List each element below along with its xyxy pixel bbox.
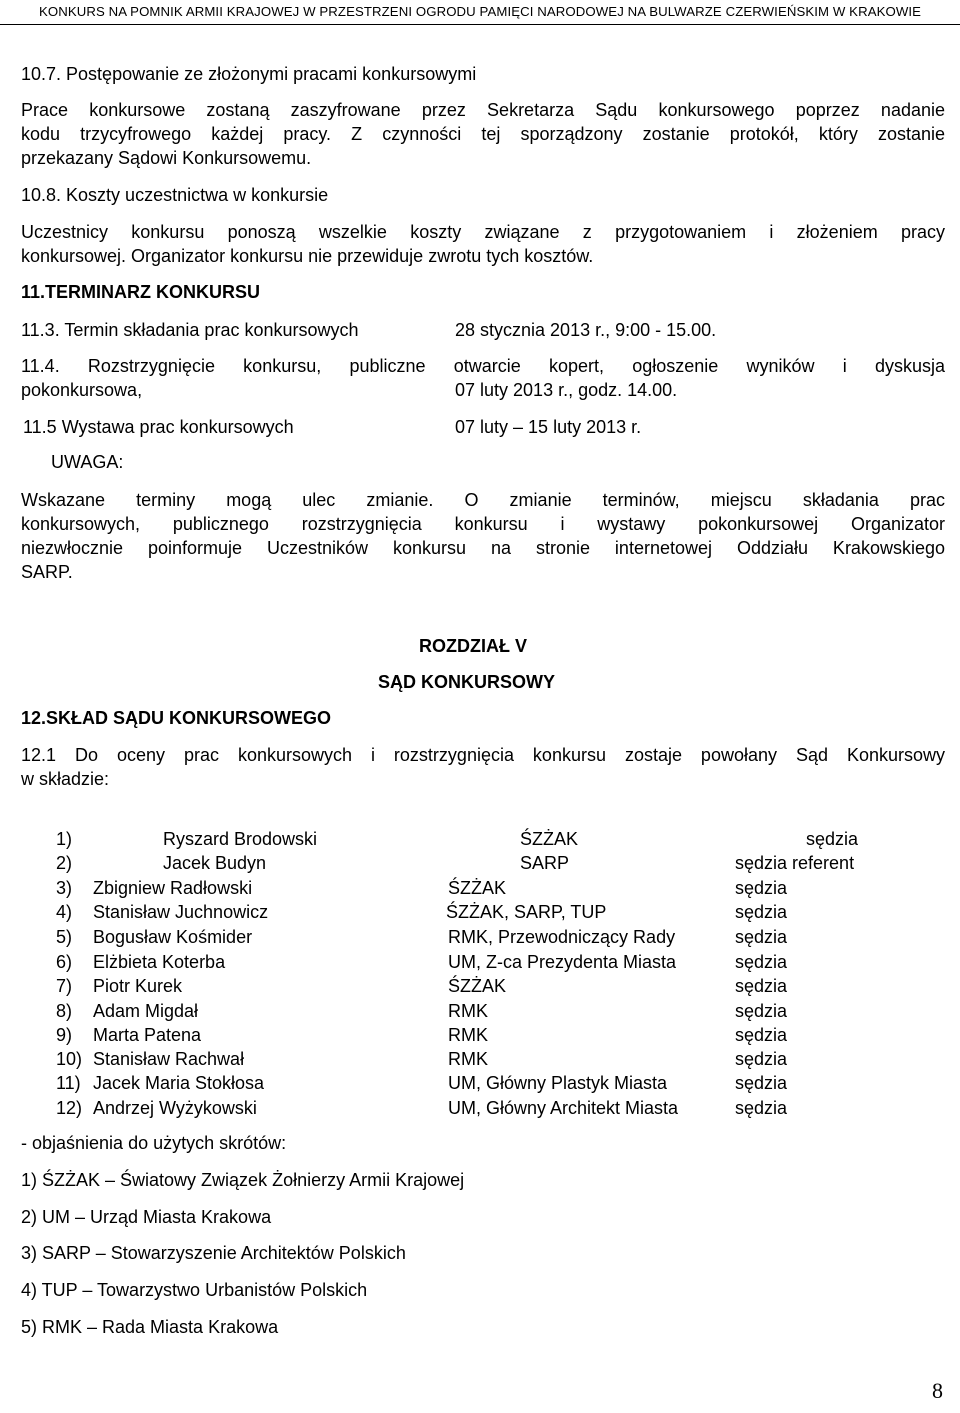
member-number: 1) xyxy=(56,829,73,849)
page-number: 8 xyxy=(932,1378,943,1403)
member-number: 6) xyxy=(56,952,73,972)
member-name: Marta Patena xyxy=(93,1025,202,1045)
item-11-5-value: 07 luty – 15 luty 2013 r. xyxy=(455,417,642,437)
paragraph-line: SARP. xyxy=(21,562,73,582)
paragraph-line: przekazany Sądowi Konkursowemu. xyxy=(21,148,312,168)
member-organization: ŚZŻAK xyxy=(448,878,507,898)
chapter-subtitle: SĄD KONKURSOWY xyxy=(378,672,556,692)
member-organization: ŚZŻAK xyxy=(448,976,507,996)
paragraph-line: Prace konkursowe zostaną zaszyfrowane przez Sekretarza Sądu konkursowego poprzez nadanie xyxy=(21,100,945,120)
member-name: Stanisław Rachwał xyxy=(93,1049,245,1069)
member-role: sędzia xyxy=(735,927,788,947)
member-organization: UM, Główny Plastyk Miasta xyxy=(448,1073,668,1093)
member-organization: UM, Główny Architekt Miasta xyxy=(448,1098,679,1118)
member-role: sędzia xyxy=(735,1098,788,1118)
paragraph-line: w składzie: xyxy=(21,769,110,789)
abbreviation-item: 4) TUP – Towarzystwo Urbanistów Polskich xyxy=(21,1280,368,1300)
section-12-intro xyxy=(21,743,945,791)
paragraph-line: Wskazane terminy mogą ulec zmianie. O zmianie terminów, miejscu składania prac xyxy=(21,490,945,510)
member-organization: SARP xyxy=(520,853,570,873)
member-number: 9) xyxy=(56,1025,73,1045)
member-name: Elżbieta Koterba xyxy=(93,952,226,972)
member-organization: UM, Z-ca Prezydenta Miasta xyxy=(448,952,677,972)
paragraph-line: konkursowych, publicznego rozstrzygnięcia konkursu i wystawy pokonkursowej Organizator xyxy=(21,514,945,534)
member-number: 7) xyxy=(56,976,73,996)
item-11-4-label: pokonkursowa, xyxy=(21,380,143,400)
abbreviations-heading: - objaśnienia do użytych skrótów: xyxy=(21,1133,287,1153)
chapter-title: ROZDZIAŁ V xyxy=(419,636,527,656)
member-number: 3) xyxy=(56,878,73,898)
member-number: 12) xyxy=(56,1098,83,1118)
member-number: 2) xyxy=(56,853,73,873)
member-role: sędzia xyxy=(735,1025,788,1045)
section-11-heading: 11.TERMINARZ KONKURSU xyxy=(21,282,261,302)
paragraph-line: konkursowej. Organizator konkursu nie przewiduje zwrotu tych kosztów. xyxy=(21,246,594,266)
member-name: Andrzej Wyżykowski xyxy=(93,1098,257,1118)
member-role: sędzia xyxy=(735,878,788,898)
member-role: sędzia xyxy=(735,1001,788,1021)
abbreviation-item: 1) ŚZŻAK – Światowy Związek Żołnierzy Armii Krajowej xyxy=(21,1170,465,1190)
member-name: Zbigniew Radłowski xyxy=(93,878,253,898)
paragraph-line: Uczestnicy konkursu ponoszą wszelkie koszty związane z przygotowaniem i złożeniem pracy xyxy=(21,222,945,242)
member-role: sędzia xyxy=(735,976,788,996)
member-role: sędzia xyxy=(735,1049,788,1069)
paragraph-line: niezwłocznie poinformuje Uczestników konkursu na stronie internetowej Oddziału Krakowskiego xyxy=(21,538,945,558)
member-organization: ŚZŻAK, SARP, TUP xyxy=(446,902,607,922)
member-name: Bogusław Kośmider xyxy=(93,927,253,947)
abbreviation-item: 3) SARP – Stowarzyszenie Architektów Polskich xyxy=(21,1243,406,1263)
document-header: KONKURS NA POMNIK ARMII KRAJOWEJ W PRZESTRZENI OGRODU PAMIĘCI NARODOWEJ NA BULWARZE CZERWIEŃSKIM W KRAKOWIE xyxy=(38,4,922,19)
item-11-3-label: 11.3. Termin składania prac konkursowych xyxy=(21,320,359,340)
member-organization: RMK xyxy=(448,1049,488,1069)
section-10-7-heading: 10.7. Postępowanie ze złożonymi pracami konkursowymi xyxy=(21,64,477,84)
member-name: Ryszard Brodowski xyxy=(163,829,318,849)
item-11-3-value: 28 stycznia 2013 r., 9:00 - 15.00. xyxy=(455,320,717,340)
member-number: 8) xyxy=(56,1001,73,1021)
abbreviation-item: 2) UM – Urząd Miasta Krakowa xyxy=(21,1207,272,1227)
member-organization: RMK xyxy=(448,1025,488,1045)
note-label: UWAGA: xyxy=(51,452,124,472)
section-12-heading: 12.SKŁAD SĄDU KONKURSOWEGO xyxy=(21,708,332,728)
member-organization: RMK, Przewodniczący Rady xyxy=(448,927,676,947)
member-role: sędzia xyxy=(806,829,859,849)
abbreviation-item: 5) RMK – Rada Miasta Krakowa xyxy=(21,1317,279,1337)
item-11-4-line1 xyxy=(21,354,945,378)
section-10-8-body xyxy=(21,220,945,268)
member-number: 10) xyxy=(56,1049,83,1069)
section-10-8-heading: 10.8. Koszty uczestnictwa w konkursie xyxy=(21,185,329,205)
member-number: 4) xyxy=(56,902,73,922)
member-name: Piotr Kurek xyxy=(93,976,183,996)
member-role: sędzia xyxy=(735,952,788,972)
paragraph-line: 11.4. Rozstrzygnięcie konkursu, publiczne otwarcie kopert, ogłoszenie wyników i dyskusja xyxy=(21,356,945,376)
paragraph-line: 12.1 Do oceny prac konkursowych i rozstrzygnięcia konkursu zostaje powołany Sąd Konkursowy xyxy=(21,745,945,765)
member-name: Jacek Budyn xyxy=(163,853,267,873)
section-10-7-body xyxy=(21,98,945,170)
member-role: sędzia referent xyxy=(735,853,855,873)
member-name: Jacek Maria Stokłosa xyxy=(93,1073,265,1093)
member-organization: RMK xyxy=(448,1001,488,1021)
item-11-5-label: 11.5 Wystawa prac konkursowych xyxy=(23,417,294,437)
member-role: sędzia xyxy=(735,902,788,922)
header-divider xyxy=(0,24,960,25)
member-organization: ŚZŻAK xyxy=(520,829,579,849)
member-number: 5) xyxy=(56,927,73,947)
item-11-4-value: 07 luty 2013 r., godz. 14.00. xyxy=(455,380,678,400)
member-number: 11) xyxy=(56,1073,81,1093)
member-name: Adam Migdał xyxy=(93,1001,199,1021)
paragraph-line: kodu trzycyfrowego każdej pracy. Z czynności tej sporządzony zostanie protokół, który zostanie xyxy=(21,124,945,144)
member-name: Stanisław Juchnowicz xyxy=(93,902,269,922)
member-role: sędzia xyxy=(735,1073,788,1093)
note-body xyxy=(21,488,945,584)
